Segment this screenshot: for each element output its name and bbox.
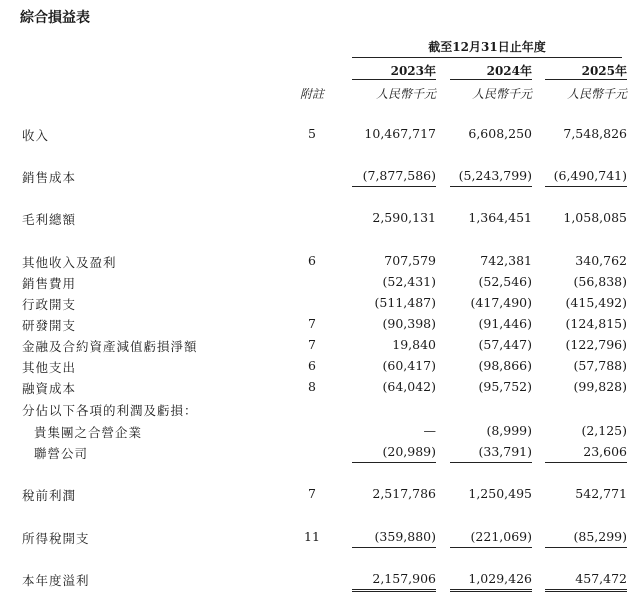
row-label: 銷售成本 — [22, 170, 77, 185]
value-2024: (33,791) — [478, 444, 532, 459]
value-2023: (64,042) — [382, 379, 436, 394]
period-header: 截至12月31日止年度 — [428, 40, 546, 54]
value-2025: (85,299) — [573, 529, 627, 544]
value-2025: 23,606 — [583, 444, 627, 459]
year-rule-2025 — [545, 79, 627, 80]
value-2025: (2,125) — [581, 423, 627, 438]
value-2023: (52,431) — [382, 274, 436, 289]
value-2025: (6,490,741) — [553, 168, 627, 183]
value-2024: (57,447) — [478, 337, 532, 352]
subtotal-rule — [450, 462, 532, 463]
subtotal-rule — [352, 186, 436, 187]
table-row-finance-costs — [0, 379, 640, 397]
table-row-profit-before-tax — [0, 486, 640, 504]
value-2023: (511,487) — [374, 295, 436, 310]
row-label: 研發開支 — [22, 318, 77, 333]
value-2024: (98,866) — [478, 358, 532, 373]
value-2023: 2,157,906 — [372, 571, 436, 586]
table-row-impairment-losses — [0, 337, 640, 355]
value-2023: (359,880) — [374, 529, 436, 544]
row-label: 貴集團之合營企業 — [34, 425, 143, 440]
table-row-profit-for-year — [0, 571, 640, 589]
value-2024: 1,029,426 — [468, 571, 532, 586]
table-row-share-of-profits-heading — [0, 401, 640, 419]
row-label: 收入 — [22, 128, 50, 143]
value-2025: (99,828) — [573, 379, 627, 394]
value-2025: (124,815) — [565, 316, 627, 331]
subtotal-rule — [545, 547, 627, 548]
row-label: 聯營公司 — [34, 446, 89, 461]
subtotal-rule — [352, 462, 436, 463]
table-row-cost-of-sales — [0, 168, 640, 186]
table-row-other-expenses — [0, 358, 640, 376]
table-row-associates — [0, 444, 640, 462]
subtotal-rule — [450, 547, 532, 548]
value-2025: 542,771 — [575, 486, 627, 501]
unit-label-2023: 人民幣千元 — [375, 87, 436, 101]
period-rule — [352, 57, 622, 58]
row-note: 7 — [308, 486, 316, 501]
row-label: 所得稅開支 — [22, 531, 90, 546]
value-2024: 1,364,451 — [468, 210, 532, 225]
value-2023: 707,579 — [384, 253, 436, 268]
value-2024: (417,490) — [470, 295, 532, 310]
subtotal-rule — [545, 462, 627, 463]
row-label: 毛利總額 — [22, 212, 77, 227]
value-2024: (8,999) — [486, 423, 532, 438]
value-2025: 457,472 — [575, 571, 627, 586]
table-row-gross-profit — [0, 210, 640, 228]
year-2023-header: 2023年 — [390, 64, 436, 78]
row-label: 銷售費用 — [22, 276, 77, 291]
table-row-rd-expenses — [0, 316, 640, 334]
total-double-rule — [450, 589, 532, 592]
row-label: 行政開支 — [22, 297, 77, 312]
row-note: 11 — [304, 529, 320, 544]
row-label: 本年度溢利 — [22, 573, 90, 588]
year-rule-2024 — [450, 79, 532, 80]
value-2025: (122,796) — [565, 337, 627, 352]
value-2023: — — [423, 423, 436, 438]
value-2024: (221,069) — [470, 529, 532, 544]
row-note: 6 — [308, 358, 316, 373]
table-row-revenue — [0, 126, 640, 144]
value-2023: (20,989) — [382, 444, 436, 459]
total-double-rule — [352, 589, 436, 592]
value-2025: (57,788) — [573, 358, 627, 373]
unit-label-2024: 人民幣千元 — [471, 87, 532, 101]
table-row-joint-ventures — [0, 423, 640, 441]
subtotal-rule — [545, 186, 627, 187]
value-2024: (95,752) — [478, 379, 532, 394]
row-note: 7 — [308, 316, 316, 331]
table-row-income-tax — [0, 529, 640, 547]
row-note: 7 — [308, 337, 316, 352]
value-2023: 10,467,717 — [364, 126, 436, 141]
value-2024: (5,243,799) — [458, 168, 532, 183]
year-2025-header: 2025年 — [581, 64, 627, 78]
row-label: 其他支出 — [22, 360, 77, 375]
value-2024: 1,250,495 — [468, 486, 532, 501]
value-2023: 2,590,131 — [372, 210, 436, 225]
subtotal-rule — [352, 547, 436, 548]
row-note: 8 — [308, 379, 316, 394]
value-2023: (7,877,586) — [362, 168, 436, 183]
row-label: 分佔以下各項的利潤及虧損： — [22, 403, 198, 418]
row-note: 6 — [308, 253, 316, 268]
row-label: 稅前利潤 — [22, 488, 77, 503]
value-2024: 742,381 — [480, 253, 532, 268]
value-2023: 19,840 — [392, 337, 436, 352]
value-2023: 2,517,786 — [372, 486, 436, 501]
value-2025: (56,838) — [573, 274, 627, 289]
value-2025: 340,762 — [575, 253, 627, 268]
note-column-header: 附註 — [299, 87, 324, 101]
value-2025: 7,548,826 — [563, 126, 627, 141]
value-2023: (60,417) — [382, 358, 436, 373]
year-rule-2023 — [352, 79, 436, 80]
row-label: 金融及合約資產減值虧損淨額 — [22, 339, 198, 354]
table-row-other-income — [0, 253, 640, 271]
statement-title: 綜合損益表 — [20, 10, 90, 26]
unit-label-2025: 人民幣千元 — [566, 87, 627, 101]
value-2024: (52,546) — [478, 274, 532, 289]
subtotal-rule — [450, 186, 532, 187]
value-2023: (90,398) — [382, 316, 436, 331]
value-2024: 6,608,250 — [468, 126, 532, 141]
year-2024-header: 2024年 — [486, 64, 532, 78]
row-label: 其他收入及盈利 — [22, 255, 117, 270]
value-2025: 1,058,085 — [563, 210, 627, 225]
value-2025: (415,492) — [565, 295, 627, 310]
table-row-admin-expenses — [0, 295, 640, 313]
row-note: 5 — [308, 126, 316, 141]
row-label: 融資成本 — [22, 381, 77, 396]
table-row-selling-expenses — [0, 274, 640, 292]
value-2024: (91,446) — [478, 316, 532, 331]
total-double-rule — [545, 589, 627, 592]
